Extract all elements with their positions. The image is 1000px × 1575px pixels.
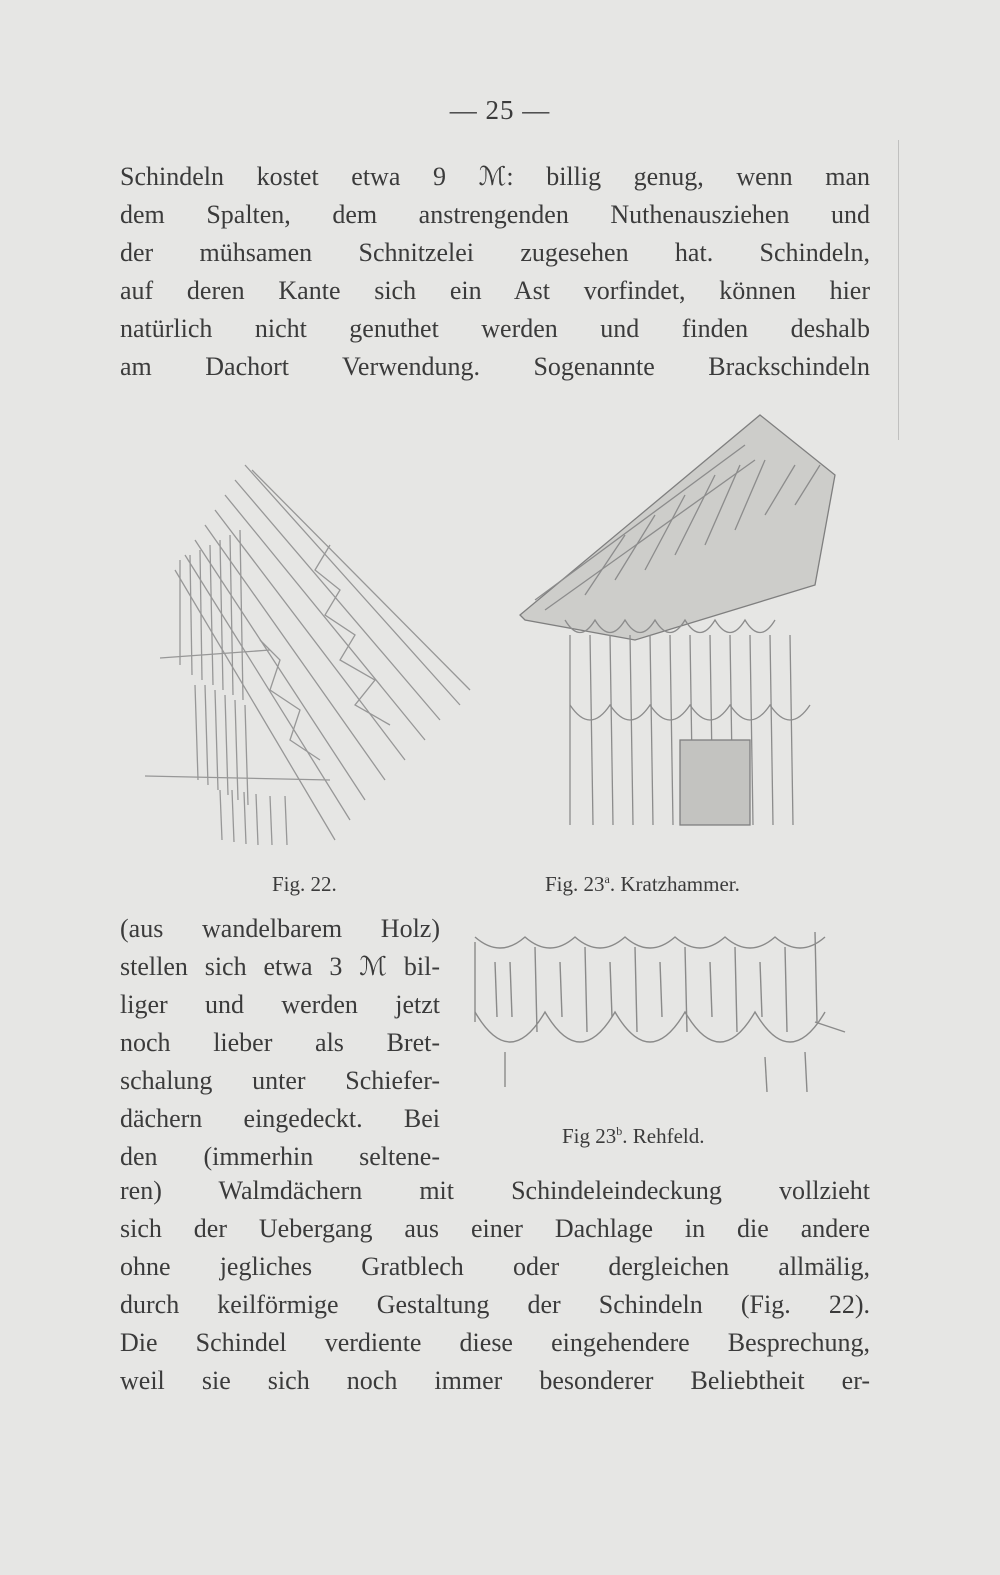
text-line: Die Schindel verdiente diese eingehendere Besprechung, [120, 1328, 870, 1357]
text-line: auf deren Kante sich ein Ast vorfindet, können hier [120, 276, 870, 305]
text-line: dem Spalten, dem anstrengenden Nuthenausziehen und [120, 200, 870, 229]
figure-22-shingle-hip-sketch [140, 440, 480, 860]
text-line: (aus wandelbarem Holz) [120, 914, 440, 943]
text-line: durch keilförmige Gestaltung der Schindeln (Fig. 22). [120, 1290, 870, 1319]
figure-23b-shingle-edge-sketch [465, 922, 855, 1112]
text-line: ohne jegliches Gratblech oder dergleichen allmälig, [120, 1252, 870, 1281]
figure-23b-caption: Fig 23$^b$. Rehfeld. [562, 1124, 705, 1148]
text-line: noch lieber als Bret- [120, 1028, 440, 1057]
figure-23a-shingle-gable-sketch [515, 405, 855, 845]
text-line: stellen sich etwa 3 ℳ bil- [120, 952, 440, 981]
figure-23a-caption: Fig. 23$^a$. Kratzhammer. [545, 872, 740, 896]
text-line: ren) Walmdächern mit Schindeleindeckung vollzieht [120, 1176, 870, 1205]
margin-pencil-line [898, 140, 899, 440]
text-line: weil sie sich noch immer besonderer Beliebtheit er- [120, 1366, 870, 1395]
text-line: Schindeln kostet etwa 9 ℳ: billig genug, wenn man [120, 162, 870, 191]
text-line: der mühsamen Schnitzelei zugesehen hat. Schindeln, [120, 238, 870, 267]
text-line: dächern eingedeckt. Bei [120, 1104, 440, 1133]
page-number: — 25 — [449, 95, 551, 125]
text-line: schalung unter Schiefer- [120, 1066, 440, 1095]
text-line: den (immerhin seltene- [120, 1142, 440, 1171]
figure-22-caption: Fig. 22. [272, 872, 337, 896]
text-line: am Dachort Verwendung. Sogenannte Brackschindeln [120, 352, 870, 381]
text-line: natürlich nicht genuthet werden und finden deshalb [120, 314, 870, 343]
text-line: liger und werden jetzt [120, 990, 440, 1019]
text-line: sich der Uebergang aus einer Dachlage in die andere [120, 1214, 870, 1243]
